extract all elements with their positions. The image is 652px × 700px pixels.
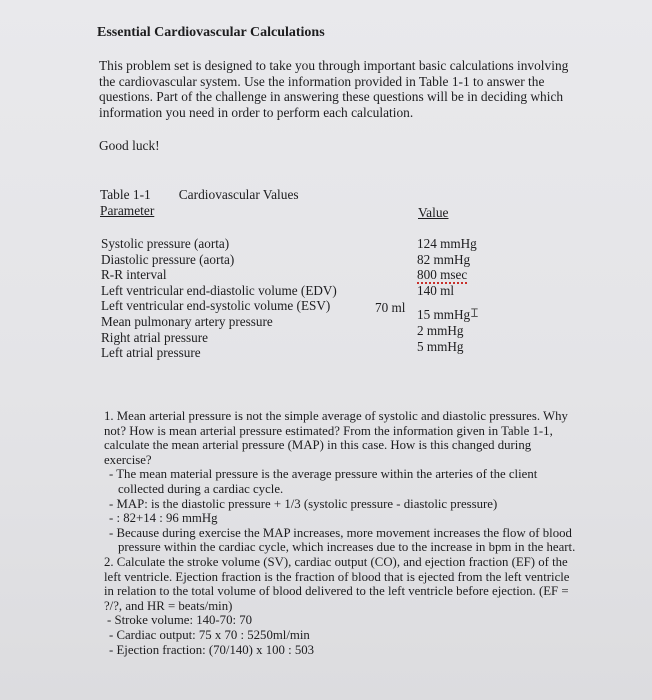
answer-1-line: - The mean material pressure is the average pressure within the arteries of the client collected during a cardiac cycle.	[109, 467, 538, 496]
question-2: 2. Calculate the stroke volume (SV), cardiac output (CO), and ejection fraction (EF) of the left ventricle. Ejection fraction is the fraction of blood that is ejected from the left ventricle in relation to the total volume of blood delivered to the left ventricle before ejection. (EF = ?/?, and HR = beats/min)	[104, 554, 570, 613]
value-header: Value	[418, 205, 449, 220]
parameter-item: Left atrial pressure	[101, 345, 201, 361]
answer-2-line: - Ejection fraction: (70/140) x 100 : 503	[109, 642, 315, 657]
answer-1-line: - : 82+14 : 96 mmHg	[109, 511, 218, 526]
document-title: Essential Cardiovascular Calculations	[97, 25, 325, 40]
parameter-item: R-R interval	[101, 267, 167, 283]
value-item	[417, 306, 478, 323]
answer-1-line: - MAP: is the diastolic pressure + 1/3 (systolic pressure - diastolic pressure)	[109, 496, 498, 511]
parameter-item: Diastolic pressure (aorta)	[101, 251, 235, 267]
good-luck-text: Good luck!	[99, 138, 160, 153]
parameter-header: Parameter	[100, 203, 155, 218]
answers-section[interactable]	[104, 409, 580, 657]
value-rr-interval: 800 msec	[417, 267, 468, 283]
esv-value: 70 ml	[375, 300, 406, 315]
intro-paragraph: This problem set is designed to take you through important basic calculations involving the cardiovascular system. Use the information provided in Table 1-1 to answer the questions. Part of the challenge in answering these questions will be in deciding which information you need in order to perform each calculation.	[99, 58, 569, 120]
parameter-item: Systolic pressure (aorta)	[101, 236, 230, 251]
parameter-item: Mean pulmonary artery pressure	[101, 313, 273, 329]
value-item: 82 mmHg	[417, 251, 471, 267]
parameter-item: Right atrial pressure	[101, 329, 208, 345]
answer-2-line: - Cardiac output: 75 x 70 : 5250ml/min	[109, 627, 310, 642]
value-item: 140 ml	[417, 282, 454, 298]
answer-2-line: - Stroke volume: 140-70: 70	[107, 613, 253, 628]
value-item: 5 mmHg	[417, 338, 464, 354]
table-caption	[100, 187, 299, 203]
parameter-item: Left ventricular end-systolic volume (ESV)	[101, 298, 331, 314]
value-item	[417, 267, 478, 283]
value-list	[417, 236, 478, 354]
value-item: 124 mmHg	[417, 236, 477, 251]
answer-1-line: - Because during exercise the MAP increases, more movement increases the flow of blood pressure within the cardiac cycle, which increases due to the increase in bpm in the heart.	[109, 525, 576, 555]
table-caption-text: Cardiovascular Values	[178, 187, 299, 202]
parameter-item: Left ventricular end-diastolic volume (EDV)	[101, 282, 337, 298]
parameter-list	[101, 236, 337, 361]
text-cursor-icon: Ɪ	[471, 306, 478, 321]
question-1: 1. Mean arterial pressure is not the simple average of systolic and diastolic pressures. Why not? How is mean arterial pressure estimated? From the information given in Table 1-1, calculate the mean arterial pressure (MAP) in this case. How is this changed during exercise?	[104, 409, 568, 467]
value-item: 2 mmHg	[417, 322, 464, 338]
value-pulmonary: 15 mmHg	[417, 307, 471, 323]
table-label: Table 1-1	[100, 187, 151, 202]
